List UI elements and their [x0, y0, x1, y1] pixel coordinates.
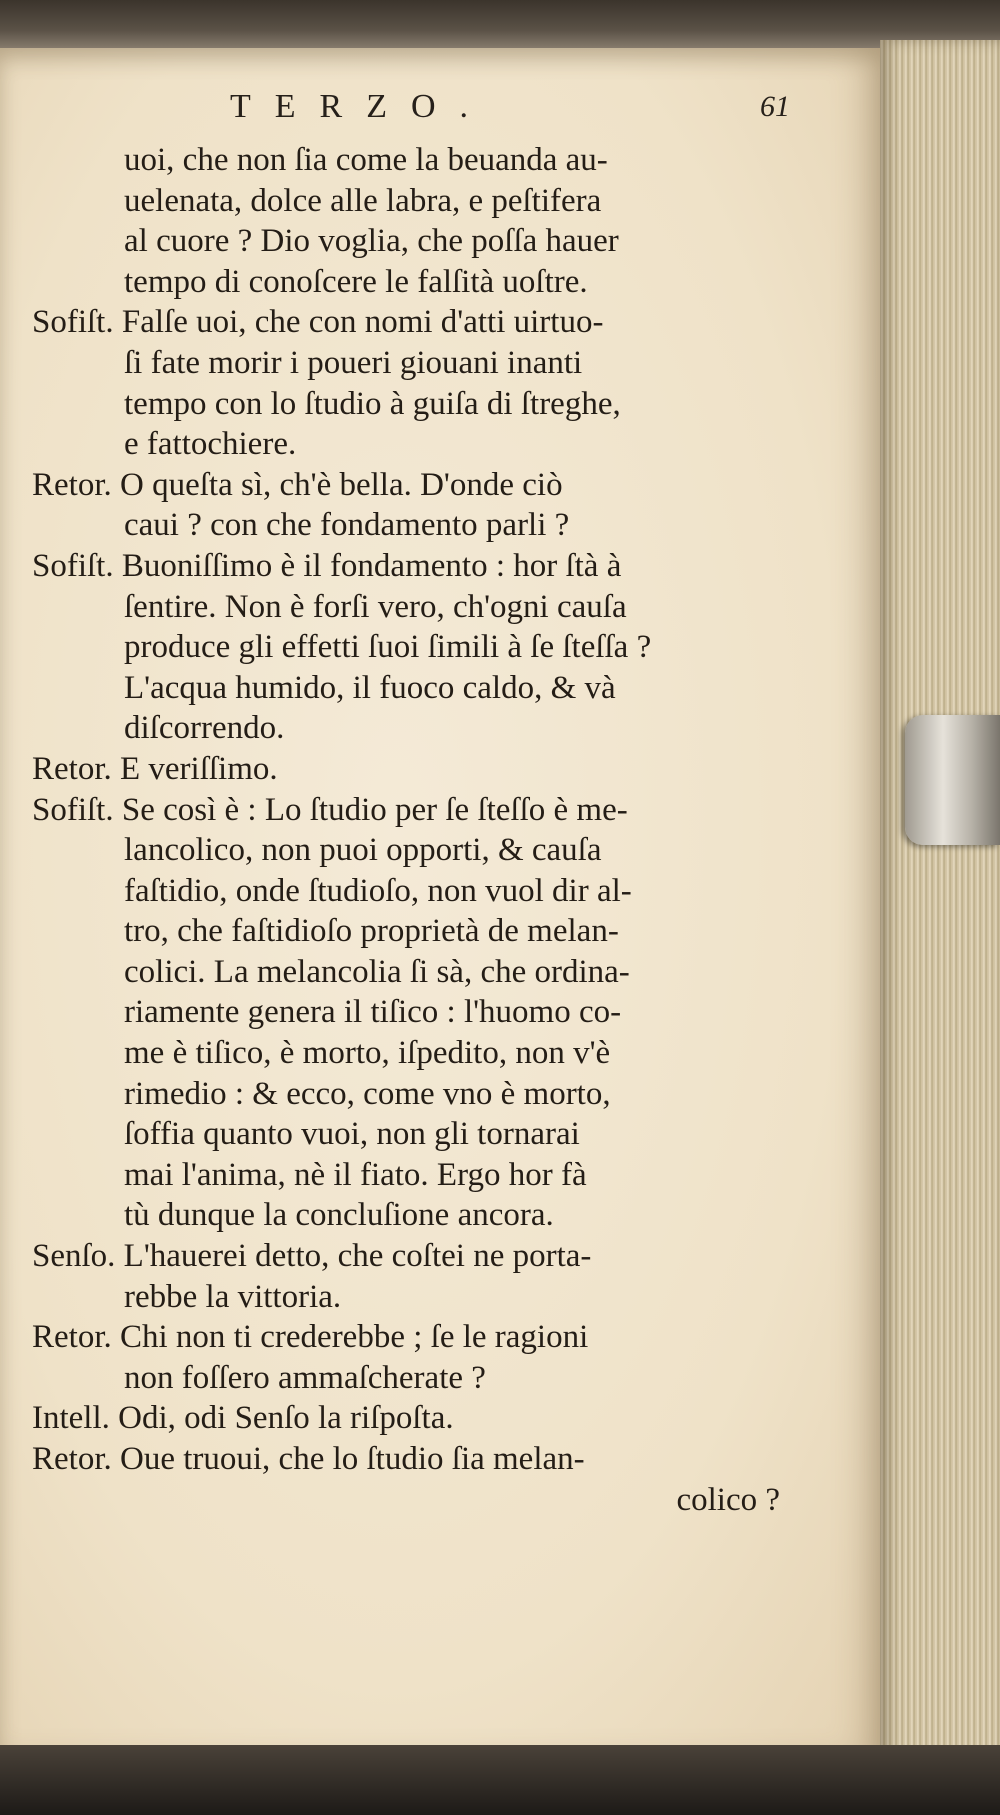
line-text: riamente genera il tiſico : l'huomo co-: [124, 994, 622, 1031]
line-text: lancolico, non puoi opporti, & cauſa: [124, 832, 602, 869]
text-line: [32, 1317, 802, 1358]
speaker-name: Retor.: [32, 1319, 112, 1356]
line-text: caui ? con che fondamento parli ?: [124, 507, 570, 544]
text-line: [32, 1480, 802, 1521]
speaker-name: Retor.: [32, 750, 112, 787]
text-line: [32, 302, 802, 343]
page-fore-edge: [880, 40, 1000, 1760]
speaker-name: Sofiſt.: [32, 791, 114, 828]
line-text: mai l'anima, nè il fiato. Ergo hor fà: [124, 1156, 587, 1193]
text-line: [32, 749, 802, 790]
text-line: [32, 1439, 802, 1480]
text-line: [32, 830, 802, 871]
text-line: [32, 668, 802, 709]
book-top-edge: [0, 0, 1000, 50]
line-text: Falſe uoi, che con nomi d'atti uirtuo-: [113, 304, 604, 341]
text-line: [32, 505, 802, 546]
text-line: [32, 790, 802, 831]
line-text: Odi, odi Senſo la riſpoſta.: [109, 1400, 454, 1437]
text-line: [32, 1277, 802, 1318]
text-line: [32, 992, 802, 1033]
speaker-name: Retor.: [32, 1441, 112, 1477]
line-text: ſi fate morir i poueri giouani inanti: [124, 344, 583, 381]
text-line: [32, 384, 802, 425]
text-line: [32, 1114, 802, 1155]
speaker-name: Senſo.: [32, 1238, 116, 1275]
text-line: [32, 627, 802, 668]
running-head: TERZO.: [230, 88, 493, 125]
line-text: ſoffia quanto vuoi, non gli tornarai: [124, 1116, 580, 1153]
text-line: [32, 871, 802, 912]
metal-clasp: [905, 715, 1000, 845]
text-line: [32, 1398, 802, 1439]
speaker-name: Retor.: [32, 466, 112, 503]
text-line: [32, 1195, 802, 1236]
text-line: [32, 465, 802, 506]
speaker-name: Sofiſt.: [32, 304, 114, 341]
line-text: Oue truoui, che lo ſtudio ſia melan-: [111, 1441, 585, 1477]
text-line: [32, 1358, 802, 1399]
text-line: [32, 911, 802, 952]
line-text: tù dunque la concluſione ancora.: [124, 1197, 554, 1234]
line-text: diſcorrendo.: [124, 710, 285, 747]
line-text: O queſta sì, ch'è bella. D'onde ciò: [111, 466, 563, 503]
text-line: [32, 1033, 802, 1074]
line-text: tempo con lo ſtudio à guiſa di ſtreghe,: [124, 385, 621, 422]
text-line: [32, 343, 802, 384]
line-text: L'hauerei detto, che coſtei ne porta-: [115, 1238, 592, 1275]
line-text: e fattochiere.: [124, 426, 297, 463]
line-text: faſtidio, onde ſtudioſo, non vuol dir al-: [124, 872, 632, 909]
line-text: ſentire. Non è forſi vero, ch'ogni cauſa: [124, 588, 627, 625]
text-line: [32, 424, 802, 465]
speaker-name: Intell.: [32, 1400, 110, 1437]
line-text: uelenata, dolce alle labra, e peſtifera: [124, 182, 602, 219]
line-text: E veriſſimo.: [111, 750, 278, 787]
line-text: uoi, che non ſia come la beuanda au-: [124, 142, 608, 178]
line-text: produce gli effetti ſuoi ſimili à ſe ſteſſa ?: [124, 629, 652, 666]
line-text: colico ?: [676, 1481, 780, 1518]
line-text: rebbe la vittoria.: [124, 1278, 342, 1315]
line-text: Chi non ti crederebbe ; ſe le ragioni: [111, 1319, 589, 1356]
line-text: Se così è : Lo ſtudio per ſe ſteſſo è me-: [113, 791, 628, 828]
text-line: [32, 546, 802, 587]
speaker-name: Sofiſt.: [32, 547, 114, 584]
line-text: colici. La melancolia ſi sà, che ordina-: [124, 953, 630, 990]
text-line: [32, 221, 802, 262]
text-line: [32, 952, 802, 993]
book-bottom-edge: [0, 1745, 1000, 1815]
line-text: Buoniſſimo è il fondamento : hor ſtà à: [113, 547, 622, 584]
line-text: tro, che faſtidioſo proprietà de melan-: [124, 913, 619, 950]
page-number: 61: [760, 90, 790, 123]
page-header: [230, 88, 810, 138]
text-line: [32, 140, 802, 181]
text-line: [32, 262, 802, 303]
text-line: [32, 1074, 802, 1115]
line-text: L'acqua humido, il fuoco caldo, & và: [124, 669, 616, 706]
text-line: [32, 1236, 802, 1277]
text-line: [32, 708, 802, 749]
dialogue-text: [32, 140, 802, 1520]
line-text: tempo di conoſcere le falſità uoſtre.: [124, 263, 588, 300]
text-line: [32, 587, 802, 628]
line-text: rimedio : & ecco, come vno è morto,: [124, 1075, 611, 1112]
line-text: al cuore ? Dio voglia, che poſſa hauer: [124, 223, 619, 260]
line-text: non foſſero ammaſcherate ?: [124, 1359, 486, 1396]
text-line: [32, 1155, 802, 1196]
text-line: [32, 181, 802, 222]
line-text: me è tiſico, è morto, iſpedito, non v'è: [124, 1035, 611, 1072]
